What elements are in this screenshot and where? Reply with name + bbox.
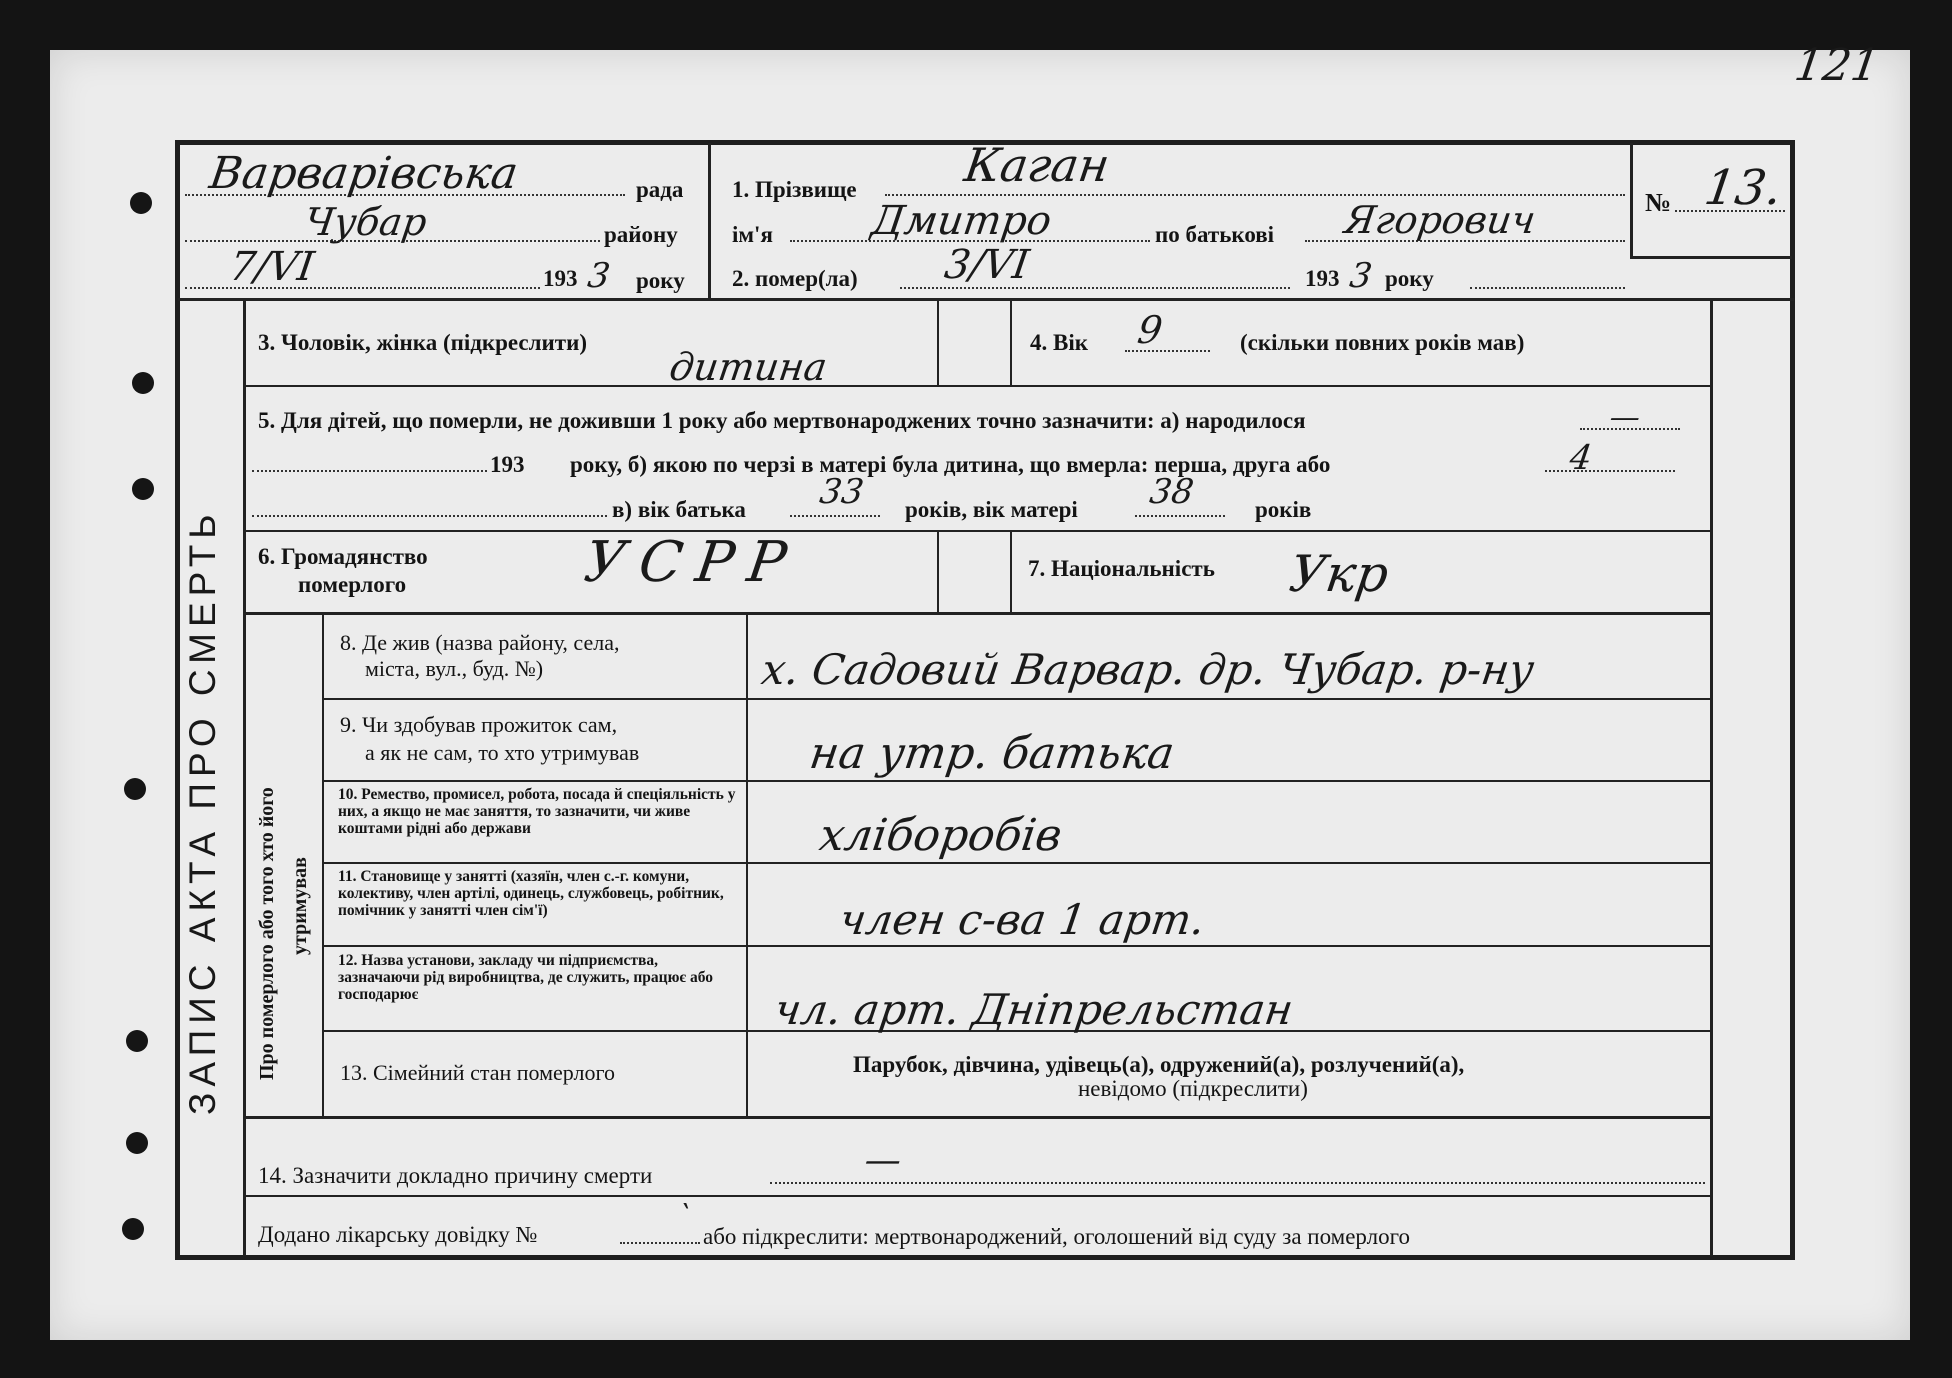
field-6-label: 6. Громадянство: [258, 544, 428, 569]
divider: [322, 945, 1710, 947]
death-year-prefix: 193: [1305, 266, 1340, 291]
number-label: №: [1645, 188, 1672, 217]
divider: [245, 612, 1710, 615]
dotted-line: [252, 470, 487, 472]
death-year-label: року: [1385, 266, 1434, 291]
punch-hole: [124, 778, 146, 800]
dotted-line: [252, 515, 607, 517]
field-10-label: 10. Ремество, промисел, робота, посада й спеціяльність у них, а якщо не має заняття, то зазначити, чи живе коштами рідні або держави: [338, 786, 736, 837]
first-name-label: ім'я: [732, 222, 773, 247]
handwritten-mother-age: 38: [1147, 472, 1197, 512]
dotted-line: [790, 515, 880, 517]
divider: [243, 298, 246, 1256]
footer-certificate-label: Додано лікарську довідку №: [258, 1222, 538, 1247]
dotted-line: [1135, 515, 1225, 517]
handwritten-occupation: хліборобів: [816, 810, 1066, 861]
dotted-line: [770, 1182, 1705, 1184]
field-5-line-1: 5. Для дітей, що померли, не доживши 1 року або мертвонароджених точно зазначити: а) народилося: [258, 408, 1306, 433]
divider: [178, 298, 1794, 301]
punch-hole: [126, 1030, 148, 1052]
handwritten-surname: Каган: [961, 138, 1113, 192]
punch-hole: [132, 372, 154, 394]
divider: [322, 698, 1710, 700]
field-5-mother-label: років, вік матері: [905, 497, 1078, 522]
field-8-label-2: міста, вул., буд. №): [365, 656, 544, 681]
handwritten-position: член с-ва 1 арт.: [836, 895, 1208, 944]
handwritten-sex: дитина: [666, 345, 830, 389]
field-8-label: 8. Де жив (назва району, села,: [340, 630, 620, 655]
divider: [322, 862, 1710, 864]
field-5-line-2: року, б) якою по черзі в матері була дитина, що вмерла: перша, друга або: [570, 452, 1331, 477]
vertical-subtitle: Про померлого або того хто його: [256, 787, 278, 1080]
divider: [245, 530, 1710, 532]
surname-label: 1. Прізвище: [732, 177, 857, 202]
field-5-father-label: в) вік батька: [612, 497, 746, 522]
divider: [708, 143, 711, 299]
handwritten-father-age: 33: [817, 472, 867, 512]
field-14-label: 14. Зазначити докладно причину смерти: [258, 1163, 653, 1188]
dotted-line: [620, 1242, 700, 1244]
divider: [245, 1195, 1710, 1197]
patronymic-label: по батькові: [1155, 222, 1275, 247]
dotted-line: [1545, 470, 1675, 472]
field-6-label-2: померлого: [298, 572, 407, 597]
punch-hole: [132, 478, 154, 500]
handwritten-born-dash: —: [1607, 400, 1643, 435]
handwritten-nationality: Укр: [1285, 545, 1393, 603]
punch-hole: [130, 192, 152, 214]
divider: [322, 612, 324, 1116]
divider: [937, 530, 939, 613]
field-11-label: 11. Становище у занятті (хазяїн, член с.-г. комуни, колективу, член артілі, одинець, службовець, робітник, помічник у занятті член сім'ї): [338, 868, 724, 919]
handwritten-certificate-mark: `: [673, 1200, 694, 1235]
field-9-label-2: а як не сам, то хто утримував: [365, 740, 640, 765]
handwritten-age: 9: [1134, 308, 1166, 352]
divider: [322, 780, 1710, 782]
handwritten-number: 13.: [1701, 160, 1786, 216]
field-4-suffix: (скільки повних років мав): [1240, 330, 1525, 355]
divider: [245, 1116, 1710, 1119]
dotted-line: [1470, 287, 1625, 289]
divider: [1630, 256, 1792, 259]
page-number: 121: [1791, 40, 1883, 91]
field-3-label: 3. Чоловік, жінка (підкреслити): [258, 330, 587, 355]
handwritten-death-year-digit: 3: [1347, 256, 1375, 296]
field-9-label: 9. Чи здобував прожиток сам,: [340, 712, 618, 737]
divider: [245, 385, 1710, 387]
vertical-subtitle: утримував: [289, 857, 311, 955]
form-title: ЗАПИС АКТА ПРО СМЕРТЬ: [182, 508, 223, 1115]
year-prefix: 193: [543, 266, 578, 291]
divider: [937, 298, 939, 386]
handwritten-order: 4: [1567, 438, 1595, 478]
handwritten-rada: Варварівська: [206, 148, 522, 199]
divider: [746, 612, 748, 1116]
punch-hole: [126, 1132, 148, 1154]
punch-hole: [122, 1218, 144, 1240]
handwritten-institution: чл. арт. Дніпрельстан: [771, 985, 1297, 1034]
handwritten-support: на утр. батька: [806, 728, 1178, 779]
field-5-year-prefix: 193: [490, 452, 525, 477]
divider: [1630, 143, 1633, 258]
footer-stillborn-label: або підкреслити: мертвонароджений, оголошений від суду за померлого: [703, 1224, 1410, 1249]
field-7-label: 7. Національність: [1028, 556, 1215, 581]
handwritten-citizenship: УСРР: [580, 530, 805, 595]
handwritten-death-date: 3/VI: [941, 242, 1032, 288]
field-5-years-label: років: [1255, 497, 1312, 522]
handwritten-cause-dash: —: [862, 1140, 904, 1181]
death-date-label: 2. помер(ла): [732, 266, 858, 291]
dotted-line: [885, 194, 1625, 196]
rayon-label: району: [604, 222, 678, 247]
form-frame: [175, 140, 1795, 1260]
field-13-options-2: невідомо (підкреслити): [1078, 1076, 1308, 1101]
field-12-label: 12. Назва установи, закладу чи підприємства, зазначаючи рід виробництва, де служить, працює або господарює: [338, 952, 714, 1003]
divider: [1010, 298, 1012, 386]
handwritten-patronymic: Ягорович: [1341, 198, 1539, 242]
divider: [1010, 530, 1012, 613]
handwritten-year-digit: 3: [585, 256, 613, 296]
handwritten-first-name: Дмитро: [868, 198, 1055, 244]
divider: [1710, 298, 1713, 1256]
handwritten-residence: х. Садовий Варвар. др. Чубар. р-ну: [758, 645, 1538, 694]
field-4-label: 4. Вік: [1030, 330, 1088, 355]
field-13-options: Парубок, дівчина, удівець(а), одружений(а), розлучений(а),: [853, 1052, 1465, 1077]
handwritten-date: 7/VI: [226, 244, 317, 290]
year-label: року: [636, 268, 685, 293]
rada-label: рада: [636, 177, 684, 202]
field-13-label: 13. Сімейний стан померлого: [340, 1060, 615, 1085]
handwritten-rayon: Чубар: [301, 200, 430, 244]
